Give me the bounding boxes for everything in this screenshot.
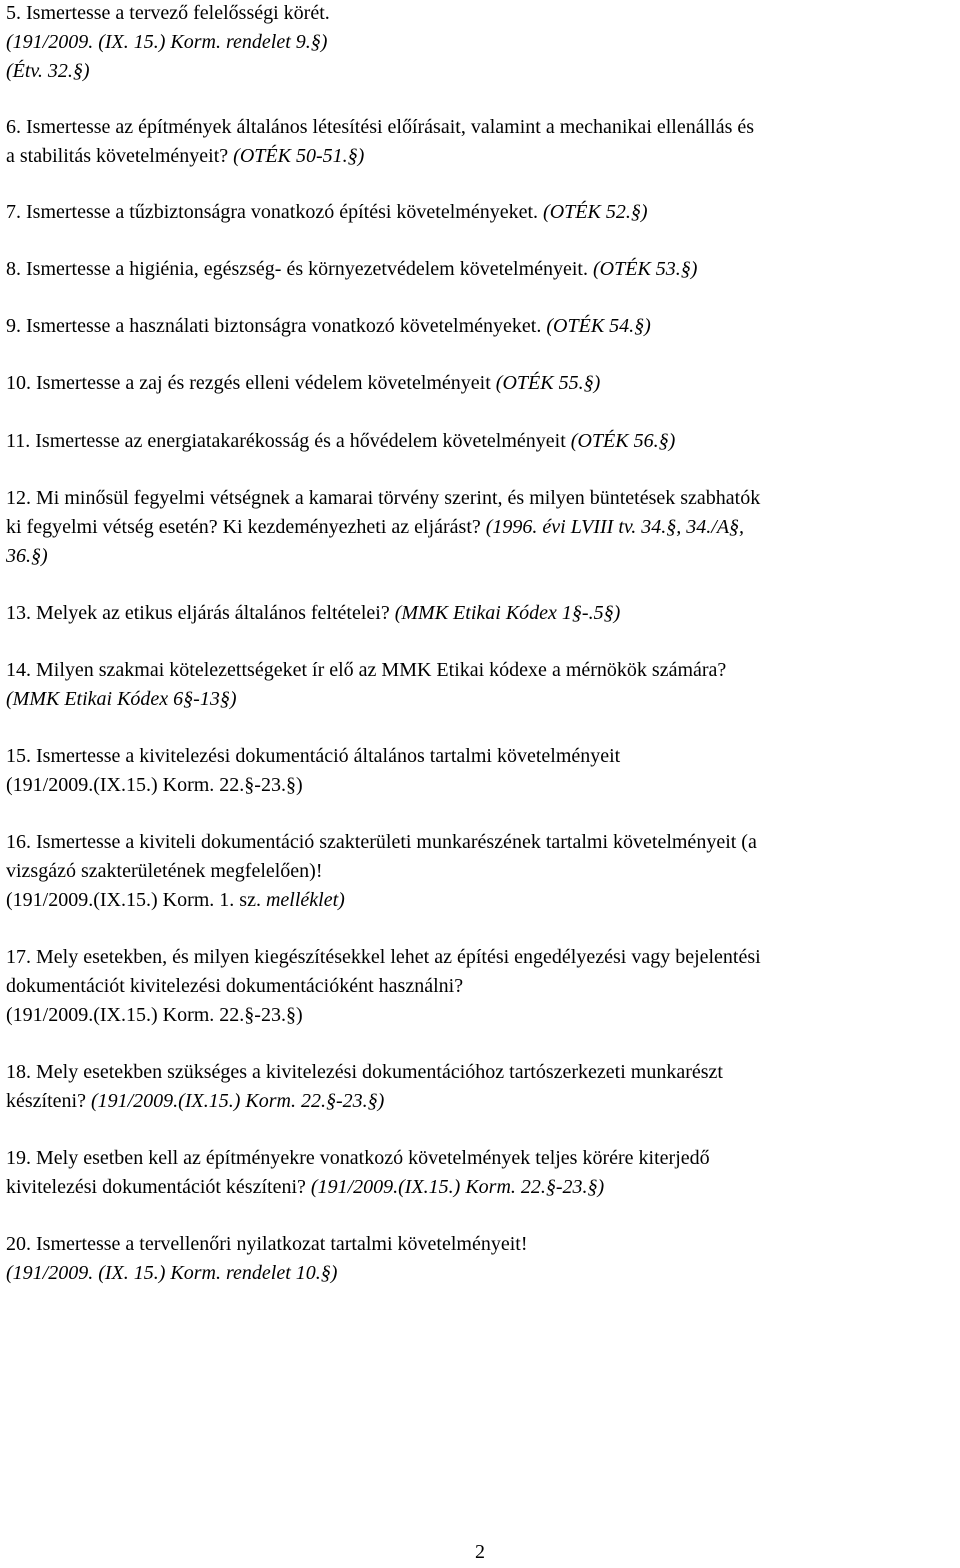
- question-9: 9. Ismertesse a használati biztonságra vonatkozó követelményeket. (OTÉK 54.§): [6, 315, 651, 337]
- legal-reference: (191/2009.(IX.15.) Korm. 22.§-23.§): [90, 1090, 385, 1112]
- legal-reference: (OTÉK 50-51.§): [233, 145, 365, 167]
- legal-reference: (191/2009.(IX.15.) Korm. 22.§-23.§): [6, 774, 303, 796]
- legal-reference: (MMK Etikai Kódex 6§-13§): [6, 688, 237, 710]
- legal-reference: (191/2009. (IX. 15.) Korm. rendelet 10.§): [6, 1262, 338, 1284]
- question-15: 15. Ismertesse a kivitelezési dokumentáció általános tartalmi követelményeit (191/2009.(IX.15.) Korm. 22.§-23.§): [6, 745, 621, 796]
- question-10: 10. Ismertesse a zaj és rezgés elleni védelem követelményeit (OTÉK 55.§): [6, 372, 601, 394]
- question-20: 20. Ismertesse a tervellenőri nyilatkozat tartalmi követelményeit! (191/2009. (IX. 15.) Korm. rendelet 10.§): [6, 1233, 528, 1284]
- legal-reference: (OTÉK 53.§): [593, 258, 698, 280]
- question-19: 19. Mely esetben kell az építményekre vonatkozó követelmények teljes körére kiterjedő kivitelezési dokumentációt készíteni? (191/2009.(IX.15.) Korm. 22.§-23.§): [6, 1147, 710, 1198]
- question-13: 13. Melyek az etikus eljárás általános feltételei? (MMK Etikai Kódex 1§-.5§): [6, 602, 621, 624]
- question-11: 11. Ismertesse az energiatakarékosság és a hővédelem követelményeit (OTÉK 56.§): [6, 430, 676, 452]
- legal-reference: (191/2009.(IX.15.) Korm. 1. sz.: [6, 889, 266, 911]
- legal-reference: (OTÉK 52.§): [543, 201, 648, 223]
- question-6: 6. Ismertesse az építmények általános létesítési előírásait, valamint a mechanikai ellenállás és a stabilitás követelményeit? (OTÉK 50-51.§): [6, 116, 755, 167]
- legal-reference: (191/2009.(IX.15.) Korm. 22.§-23.§): [6, 1004, 303, 1026]
- question-18: 18. Mely esetekben szükséges a kivitelezési dokumentációhoz tartószerkezeti munkarészt készíteni? (191/2009.(IX.15.) Korm. 22.§-23.§): [6, 1061, 723, 1112]
- legal-reference: (OTÉK 55.§): [495, 372, 601, 394]
- question-14: 14. Milyen szakmai kötelezettségeket ír elő az MMK Etikai kódexe a mérnökök számára? (MMK Etikai Kódex 6§-13§): [6, 659, 727, 710]
- question-16: 16. Ismertesse a kiviteli dokumentáció szakterületi munkarészének tartalmi követelményeit (a vizsgázó szakterületének megfelelően)! (191/2009.(IX.15.) Korm. 1. sz. melléklet): [6, 831, 757, 911]
- legal-reference: 36.§): [6, 545, 48, 567]
- legal-reference: (OTÉK 56.§): [570, 430, 676, 452]
- question-8: 8. Ismertesse a higiénia, egészség- és környezetvédelem követelményeit. (OTÉK 53.§): [6, 258, 698, 280]
- question-5: 5. Ismertesse a tervező felelősségi körét. (191/2009. (IX. 15.) Korm. rendelet 9.§) (Étv. 32.§): [6, 2, 330, 82]
- question-7: 7. Ismertesse a tűzbiztonságra vonatkozó építési követelményeket. (OTÉK 52.§): [6, 201, 648, 223]
- question-17: 17. Mely esetekben, és milyen kiegészítésekkel lehet az építési engedélyezési vagy bejelentési dokumentációt kivitelezési dokumentációként használni? (191/2009.(IX.15.) Korm. 22.§-23.§): [6, 946, 761, 1026]
- page-number: 2: [475, 1541, 485, 1563]
- legal-reference: (191/2009.(IX.15.) Korm. 22.§-23.§): [310, 1176, 605, 1198]
- legal-reference: (Étv. 32.§): [6, 60, 90, 82]
- legal-reference: (MMK Etikai Kódex 1§-.5§): [394, 602, 621, 624]
- legal-reference: (OTÉK 54.§): [546, 315, 651, 337]
- question-12: 12. Mi minősül fegyelmi vétségnek a kamarai törvény szerint, és milyen büntetések szabhatók ki fegyelmi vétség esetén? Ki kezdeményezheti az eljárást? (1996. évi LVIII tv. 34.§, 34./A§, 36.§): [6, 487, 761, 567]
- legal-reference: (191/2009. (IX. 15.) Korm. rendelet 9.§): [6, 31, 328, 53]
- legal-reference: (1996. évi LVIII tv. 34.§, 34./A§,: [485, 516, 745, 538]
